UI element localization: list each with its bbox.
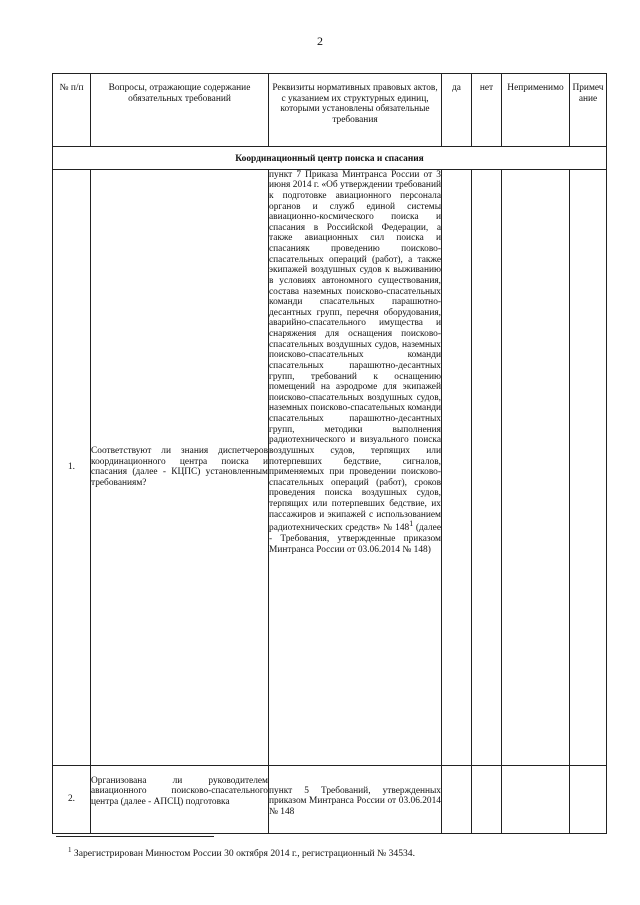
header-question: Вопросы, отражающие содержание обязательных требований <box>91 74 269 147</box>
header-no: нет <box>472 74 502 147</box>
footnote-text: Зарегистрирован Минюстом России 30 октября 2014 г., регистрационный № 34534. <box>73 848 415 860</box>
requirements-table <box>52 73 607 834</box>
table-row <box>53 169 607 765</box>
yes-cell <box>442 765 472 833</box>
footnote-divider <box>56 836 214 837</box>
footnote <box>68 846 415 859</box>
row-number: 1. <box>53 169 91 765</box>
requisites-tail: (далее - Требования, утвержденные приказом Минтранса России от 03.06.2014 № 148) <box>269 523 441 555</box>
header-num: № п/п <box>53 74 91 147</box>
table-header-row <box>53 74 607 147</box>
question-cell: Соответствуют ли знания диспетчеров координационного центра поиска и спасания (далее - КЦПС) установленным требованиям? <box>91 169 269 765</box>
header-not-applicable: Неприменимо <box>502 74 570 147</box>
not-applicable-cell <box>502 169 570 765</box>
requisites-cell: пункт 5 Требований, утвержденных приказом Минтранса России от 03.06.2014 № 148 <box>269 765 442 833</box>
question-cell: Организована ли руководителем авиационного поисково-спасательного центра (далее - АПСЦ) подготовка <box>91 765 269 833</box>
requisites-cell <box>269 169 442 765</box>
header-note: Примечание <box>570 74 607 147</box>
table-row <box>53 765 607 833</box>
row-number: 2. <box>53 765 91 833</box>
not-applicable-cell <box>502 765 570 833</box>
no-cell <box>472 169 502 765</box>
page-number: 2 <box>317 34 323 48</box>
note-cell <box>570 169 607 765</box>
note-cell <box>570 765 607 833</box>
header-requisites: Реквизиты нормативных правовых актов, с указанием их структурных единиц, которыми установлены обязательные требования <box>269 74 442 147</box>
header-yes: да <box>442 74 472 147</box>
yes-cell <box>442 169 472 765</box>
section-title: Координационный центр поиска и спасания <box>53 147 607 170</box>
no-cell <box>472 765 502 833</box>
footnote-marker: 1 <box>68 846 72 854</box>
requisites-text: пункт 7 Приказа Минтранса России от 3 июня 2014 г. «Об утверждении требований к подготовке авиационного персонала органов и служб единой системы авиационно-космического поиска и спасания в Российской Федерации, а также авиационных сил поиска и спасанияк проведению поисково-спасательных операций (работ), а также экипажей воздушных судов к выживанию в условиях автономного существования, состава наземных поисково-спасательных команди спасательных парашютно-десантных групп, перечня оборудования, аварийно-спасательного имущества и снаряжения для оснащения поисково-спасательных воздушных судов, наземных поисково-спасательных команди спасательных парашютно-десантных групп, требований к оснащению помещений на аэродроме для экипажей поисково-спасательных воздушных судов, наземных поисково-спасательных команди спасательных парашютно-десантных групп, методики выполнения радиотехнического и визуального поиска воздушных судов, терпящих или потерпевших бедствие, сигналов, применяемых при проведении поисково-спасательных операций (работ), сроков проведения поиска воздушных судов, терпящих или потерпевших бедствие, их пассажиров и экипажей с использованием радиотехнических средств» № 148 <box>269 169 441 534</box>
section-row <box>53 147 607 170</box>
footnote-ref: 1 <box>409 519 414 529</box>
